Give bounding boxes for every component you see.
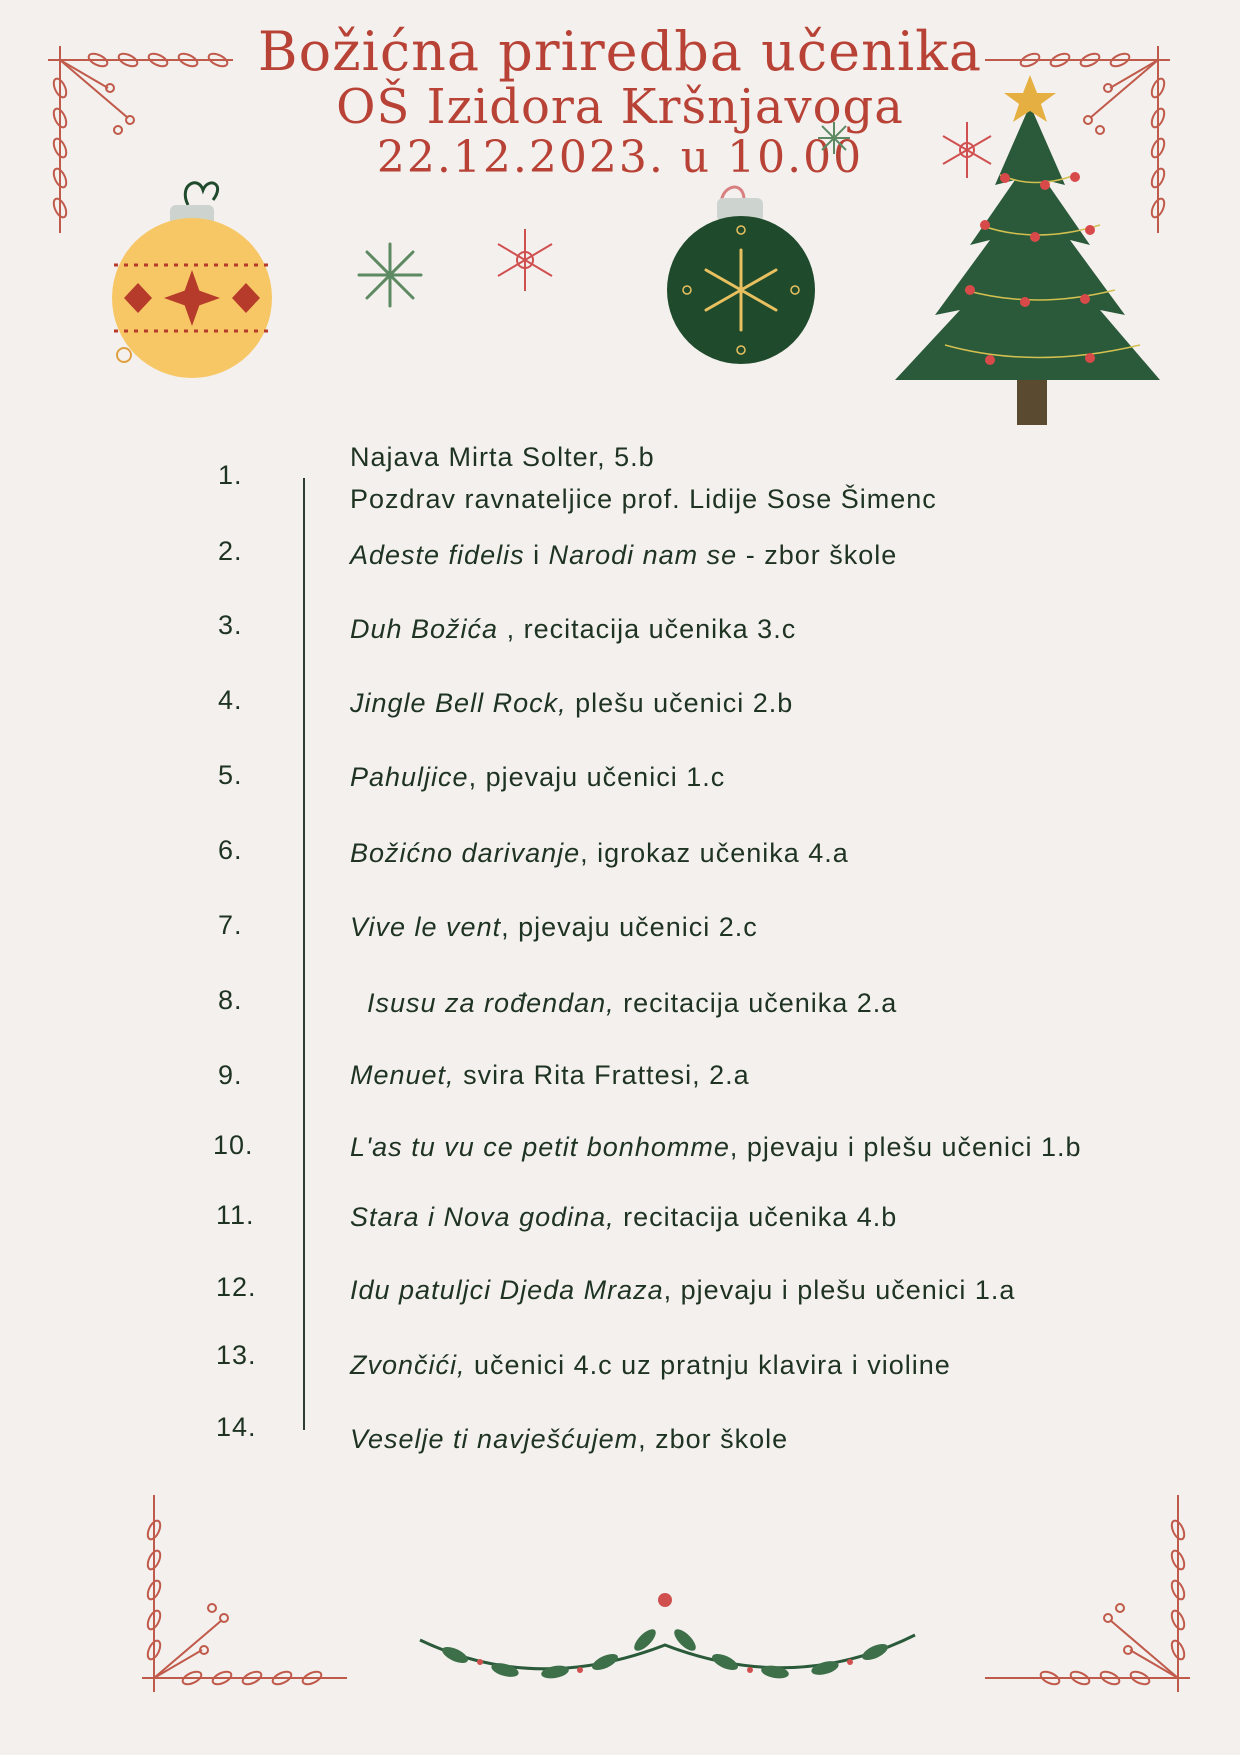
divider-line (303, 478, 305, 1430)
performance-detail: učenici 4.c uz pratnju klavira i violine (465, 1350, 951, 1380)
program-item (350, 540, 897, 571)
performance-title: Stara i Nova godina, (350, 1202, 615, 1232)
program-number: 1. (218, 460, 243, 490)
program-number: 8. (218, 985, 243, 1015)
performance-detail: Pozdrav ravnateljice prof. Lidije Sose Šimenc (350, 484, 937, 514)
performance-title: Isusu za rođendan, (350, 988, 615, 1018)
program-number: 13. (216, 1340, 257, 1370)
performance-detail: svira Rita Frattesi, 2.a (454, 1060, 750, 1090)
performance-detail: - zbor škole (737, 540, 898, 570)
program-item (350, 1424, 788, 1455)
performance-title: Narodi nam se (548, 540, 738, 570)
branch-corner-icon (980, 1490, 1200, 1700)
program-item (350, 912, 758, 943)
title-line-3: 22.12.2023. u 10.00 (376, 132, 864, 183)
program-number: 9. (218, 1060, 243, 1090)
performance-title: Duh Božića (350, 614, 499, 644)
program-item (350, 442, 655, 473)
program-number: 6. (218, 835, 243, 865)
program-number: 11. (216, 1200, 255, 1230)
program-number: 14. (216, 1412, 257, 1442)
program-item (350, 614, 796, 645)
performance-title: Pahuljice (350, 762, 469, 792)
program-item (350, 1350, 951, 1381)
program-number: 2. (218, 536, 243, 566)
performance-detail: plešu učenici 2.b (566, 688, 794, 718)
program-item (350, 688, 793, 719)
performance-title: Božićno darivanje (350, 838, 581, 868)
performance-detail: recitacija učenika 4.b (614, 1202, 898, 1232)
performance-detail: , zbor škole (638, 1424, 789, 1454)
performance-title: Menuet, (350, 1060, 455, 1090)
program-item (350, 838, 849, 869)
performance-title: Vive le vent (350, 912, 502, 942)
performance-detail: , pjevaju i plešu učenici 1.a (663, 1275, 1016, 1305)
performance-title: Zvončići, (350, 1350, 466, 1380)
performance-detail: , pjevaju učenici 1.c (468, 762, 726, 792)
performance-title: Adeste fidelis (350, 540, 525, 570)
performance-detail: i (524, 540, 549, 570)
title-line-1: Božićna priredba učenika (257, 20, 983, 83)
program-item (350, 1060, 750, 1091)
performance-detail: , pjevaju i plešu učenici 1.b (729, 1132, 1082, 1162)
performance-detail: , pjevaju učenici 2.c (501, 912, 758, 942)
program-item (350, 484, 937, 515)
performance-title: Idu patuljci Djeda Mraza (350, 1275, 664, 1305)
program-number: 7. (218, 910, 243, 940)
program-item (350, 1132, 1082, 1163)
garland-icon (415, 1590, 920, 1695)
program-number: 12. (216, 1272, 257, 1302)
branch-corner-icon (132, 1490, 352, 1700)
title-line-2: OŠ Izidora Kršnjavoga (336, 79, 904, 135)
program-number: 10. (213, 1130, 254, 1160)
performance-detail: Najava Mirta Solter, 5.b (350, 442, 655, 472)
performance-detail: , recitacija učenika 3.c (498, 614, 797, 644)
program-item (350, 1202, 897, 1233)
program-item (350, 762, 725, 793)
performance-title: L'as tu vu ce petit bonhomme (350, 1132, 730, 1162)
program-item (350, 988, 897, 1019)
program-item (350, 1275, 1015, 1306)
performance-title: Jingle Bell Rock, (350, 688, 567, 718)
program-number: 3. (218, 610, 243, 640)
performance-detail: , igrokaz učenika 4.a (580, 838, 849, 868)
program-number: 4. (218, 685, 243, 715)
performance-title: Veselje ti navješćujem (350, 1424, 639, 1454)
program-number: 5. (218, 760, 243, 790)
performance-detail: recitacija učenika 2.a (614, 988, 898, 1018)
